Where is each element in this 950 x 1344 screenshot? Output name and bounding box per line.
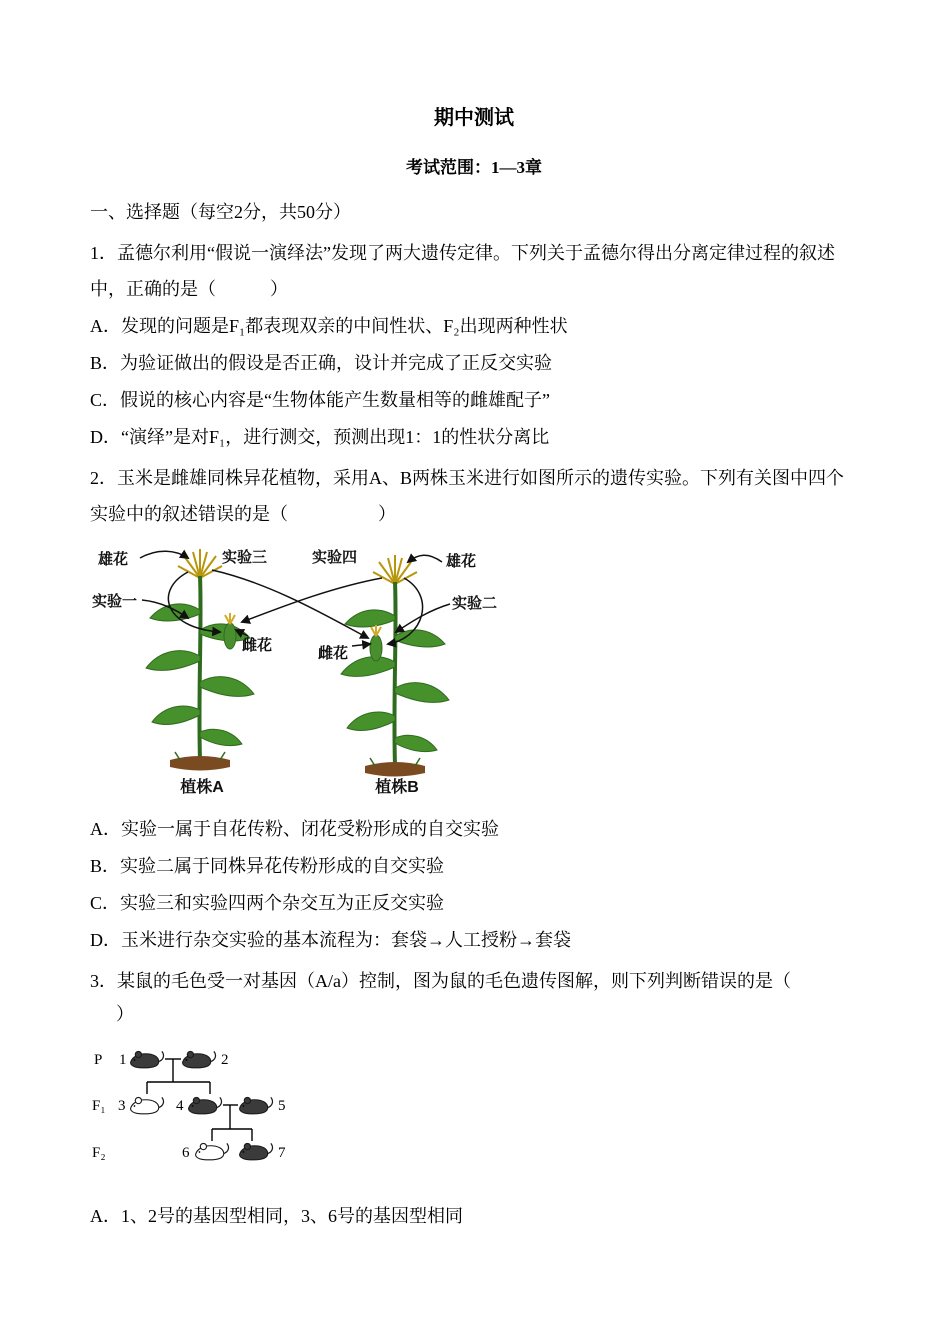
experiment-2-label: 实验二 <box>452 594 498 612</box>
question-2-option-b: B．实验二属于同株异花传粉形成的自交实验 <box>90 855 445 876</box>
mouse-5-dark <box>240 1098 273 1114</box>
mouse-3-white <box>131 1098 164 1114</box>
question-3-stem: 3．某鼠的毛色受一对基因（A/a）控制，图为鼠的毛色遗传图解，则下列判断错误的是（ <box>90 970 791 991</box>
mouse-7-dark <box>240 1144 273 1160</box>
corn-plant-b <box>341 555 449 777</box>
mouse-pedigree-figure <box>90 1037 858 1192</box>
male-flower-a-label: 雄花 <box>98 550 129 568</box>
experiment-1-label: 实验一 <box>92 592 138 610</box>
mouse-6-white <box>196 1144 229 1160</box>
question-2-option-c: C．实验三和实验四两个杂交互为正反交实验 <box>90 892 445 913</box>
corn-experiment-figure <box>90 536 858 809</box>
corn-ear-a <box>224 613 236 649</box>
mouse-4-dark <box>189 1098 222 1114</box>
pedigree-svg <box>90 1037 340 1187</box>
mouse-2-number: 2 <box>221 1052 229 1069</box>
mouse-2-dark <box>183 1052 216 1068</box>
generation-f2-label: F₂ <box>92 1145 106 1162</box>
mouse-6-number: 6 <box>182 1145 190 1162</box>
mouse-5-number: 5 <box>278 1098 286 1115</box>
experiment-4-label: 实验四 <box>312 548 358 566</box>
female-flower-b-label: 雌花 <box>318 644 349 662</box>
question-2-option-a: A．实验一属于自花传粉、闭花受粉形成的自交实验 <box>90 818 499 839</box>
question-2-option-d: D．玉米进行杂交实验的基本流程为：套袋→人工授粉→套袋 <box>90 929 571 950</box>
plant-a-label: 植株A <box>180 778 224 796</box>
generation-p-label: P <box>94 1052 103 1069</box>
generation-f1-label: F₁ <box>92 1098 106 1115</box>
mouse-1-dark <box>131 1052 164 1068</box>
mouse-7-number: 7 <box>278 1145 286 1162</box>
question-1-option-c: C．假说的核心内容是“生物体能产生数量相等的雌雄配子” <box>90 389 550 410</box>
self-cross-a-arrow <box>168 572 220 632</box>
male-flower-b-arrow <box>408 555 442 562</box>
plant-b-label: 植株B <box>375 778 419 796</box>
mouse-1-number: 1 <box>119 1052 127 1069</box>
male-flower-b-label: 雄花 <box>446 552 477 570</box>
mouse-3-number: 3 <box>118 1098 126 1115</box>
question-1-stem: 1．孟德尔利用“假说一演绎法”发现了两大遗传定律。下列关于孟德尔得出分离定律过程的叙述中，正确的是（ ） <box>90 242 835 299</box>
female-flower-a-label: 雌花 <box>242 636 273 654</box>
question-1-option-d: D．“演绎”是对F₁，进行测交，预测出现1：1的性状分离比 <box>90 426 550 447</box>
experiment-3-label: 实验三 <box>222 548 268 566</box>
corn-ear-b <box>370 625 382 661</box>
page-title: 期中测试 <box>434 107 514 129</box>
question-2-stem: 2．玉米是雌雄同株异花植物，采用A、B两株玉米进行如图所示的遗传实验。下列有关图中四个实验中的叙述错误的是（ ） <box>90 467 845 524</box>
section-heading: 一、选择题（每空2分，共50分） <box>90 201 351 222</box>
question-3-stem-continued: ） <box>116 1003 134 1024</box>
mouse-4-number: 4 <box>176 1098 184 1115</box>
corn-plant-a <box>146 549 254 771</box>
exam-scope: 考试范围：1—3章 <box>406 158 542 177</box>
question-1-option-a: A．发现的问题是F₁都表现双亲的中间性状、F₂出现两种性状 <box>90 315 568 336</box>
question-3-option-a: A．1、2号的基因型相同，3、6号的基因型相同 <box>90 1206 463 1227</box>
female-flower-b-arrow <box>352 644 370 646</box>
question-1-option-b: B．为验证做出的假设是否正确，设计并完成了正反交实验 <box>90 352 553 373</box>
corn-figure-svg <box>90 536 560 804</box>
male-flower-a-arrow <box>140 551 188 558</box>
